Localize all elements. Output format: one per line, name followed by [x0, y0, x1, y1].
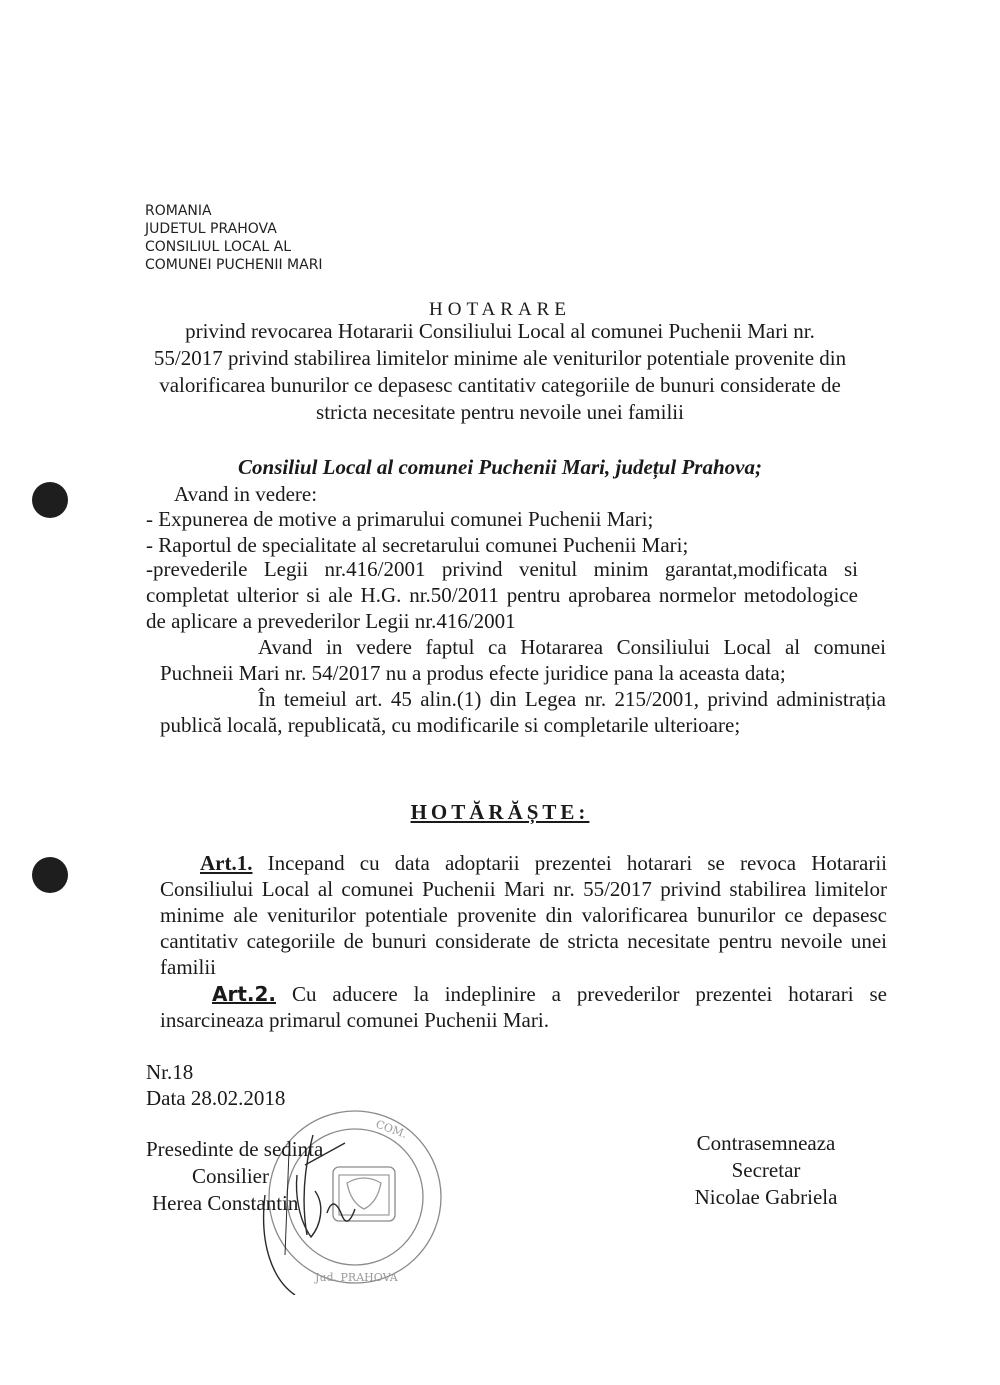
decision-date: Data 28.02.2018	[146, 1086, 286, 1110]
article-1-label: Art.1.	[200, 851, 253, 875]
header-county: JUDETUL PRAHOVA	[145, 221, 277, 237]
article-2-label: Art.2.	[212, 982, 277, 1006]
seal-lettering-bottom: Jud. PRAHOVA	[315, 1271, 398, 1284]
council-name: Consiliul Local al comunei Puchenii Mari, județul Prahova;	[238, 455, 762, 479]
decision-heading: HOTĂRĂȘTE:	[410, 800, 590, 824]
signature-right-role: Contrasemneaza	[696, 1131, 836, 1155]
legal-basis-paragraph: În temeiul art. 45 alin.(1) din Legea nr. 215/2001, privind administrația publică locală, republicată, cu modificarile si completarile ulterioare;	[160, 687, 886, 737]
article-1	[160, 850, 887, 980]
signature-left-title: Consilier	[192, 1164, 269, 1188]
considering-heading: Avand in vedere:	[174, 482, 318, 506]
article-2-text: Cu aducere la indeplinire a prevederilor prezentei hotarari se insarcineaza primarul comunei Puchenii Mari.	[160, 982, 888, 1032]
punch-hole-top	[32, 482, 68, 518]
document-header	[145, 202, 323, 274]
considering-item-1: - Expunerea de motive a primarului comunei Puchenii Mari;	[146, 507, 654, 531]
punch-hole-bottom	[32, 857, 68, 893]
signature-right-title: Secretar	[731, 1158, 801, 1182]
document-title: HOTARARE	[429, 299, 571, 320]
signature-left-role: Presedinte de sedinta	[146, 1137, 324, 1161]
header-commune: COMUNEI PUCHENII MARI	[145, 257, 323, 273]
header-council: CONSILIUL LOCAL AL	[145, 239, 292, 255]
header-country: ROMANIA	[145, 203, 212, 219]
signature-left-name: Herea Constantin	[152, 1191, 299, 1215]
seal-lettering-top: COM.	[373, 1117, 409, 1141]
document-subject: privind revocarea Hotararii Consiliului Local al comunei Puchenii Mari nr. 55/2017 privind stabilirea limitelor minime ale veniturilor potentiale provenite din valorificarea bunurilor ce depasesc cantitativ categoriile de bunuri considerate de stricta necesitate pentru nevoile unei familii	[153, 319, 847, 424]
decision-number: Nr.18	[146, 1060, 194, 1084]
signature-right-name: Nicolae Gabriela	[694, 1185, 838, 1209]
signature-left	[146, 1136, 323, 1217]
law-paragraph: -prevederile Legii nr.416/2001 privind venitul minim garantat,modificata si completat ulterior si ale H.G. nr.50/2011 pentru aprobarea normelor metodologice de aplicare a prevederilor Legii nr.416/2001	[146, 557, 858, 633]
signature-right	[686, 1130, 846, 1211]
fact-paragraph: Avand in vedere faptul ca Hotararea Consiliului Local al comunei Puchneii Mari nr. 54/2017 nu a produs efecte juridice pana la aceasta data;	[160, 635, 886, 685]
considering-item-2: - Raportul de specialitate al secretarului comunei Puchenii Mari;	[146, 533, 689, 557]
article-1-text: Incepand cu data adoptarii prezentei hotarari se revoca Hotararii Consiliului Local al comunei Puchenii Mari nr. 55/2017 privind stabilirea limitelor minime ale veniturilor potentiale provenite din valorificarea bunurilor ce depasesc cantitativ categoriile de bunuri considerate de stricta necesitate pentru nevoile unei familii	[160, 851, 887, 979]
article-2	[160, 981, 887, 1033]
